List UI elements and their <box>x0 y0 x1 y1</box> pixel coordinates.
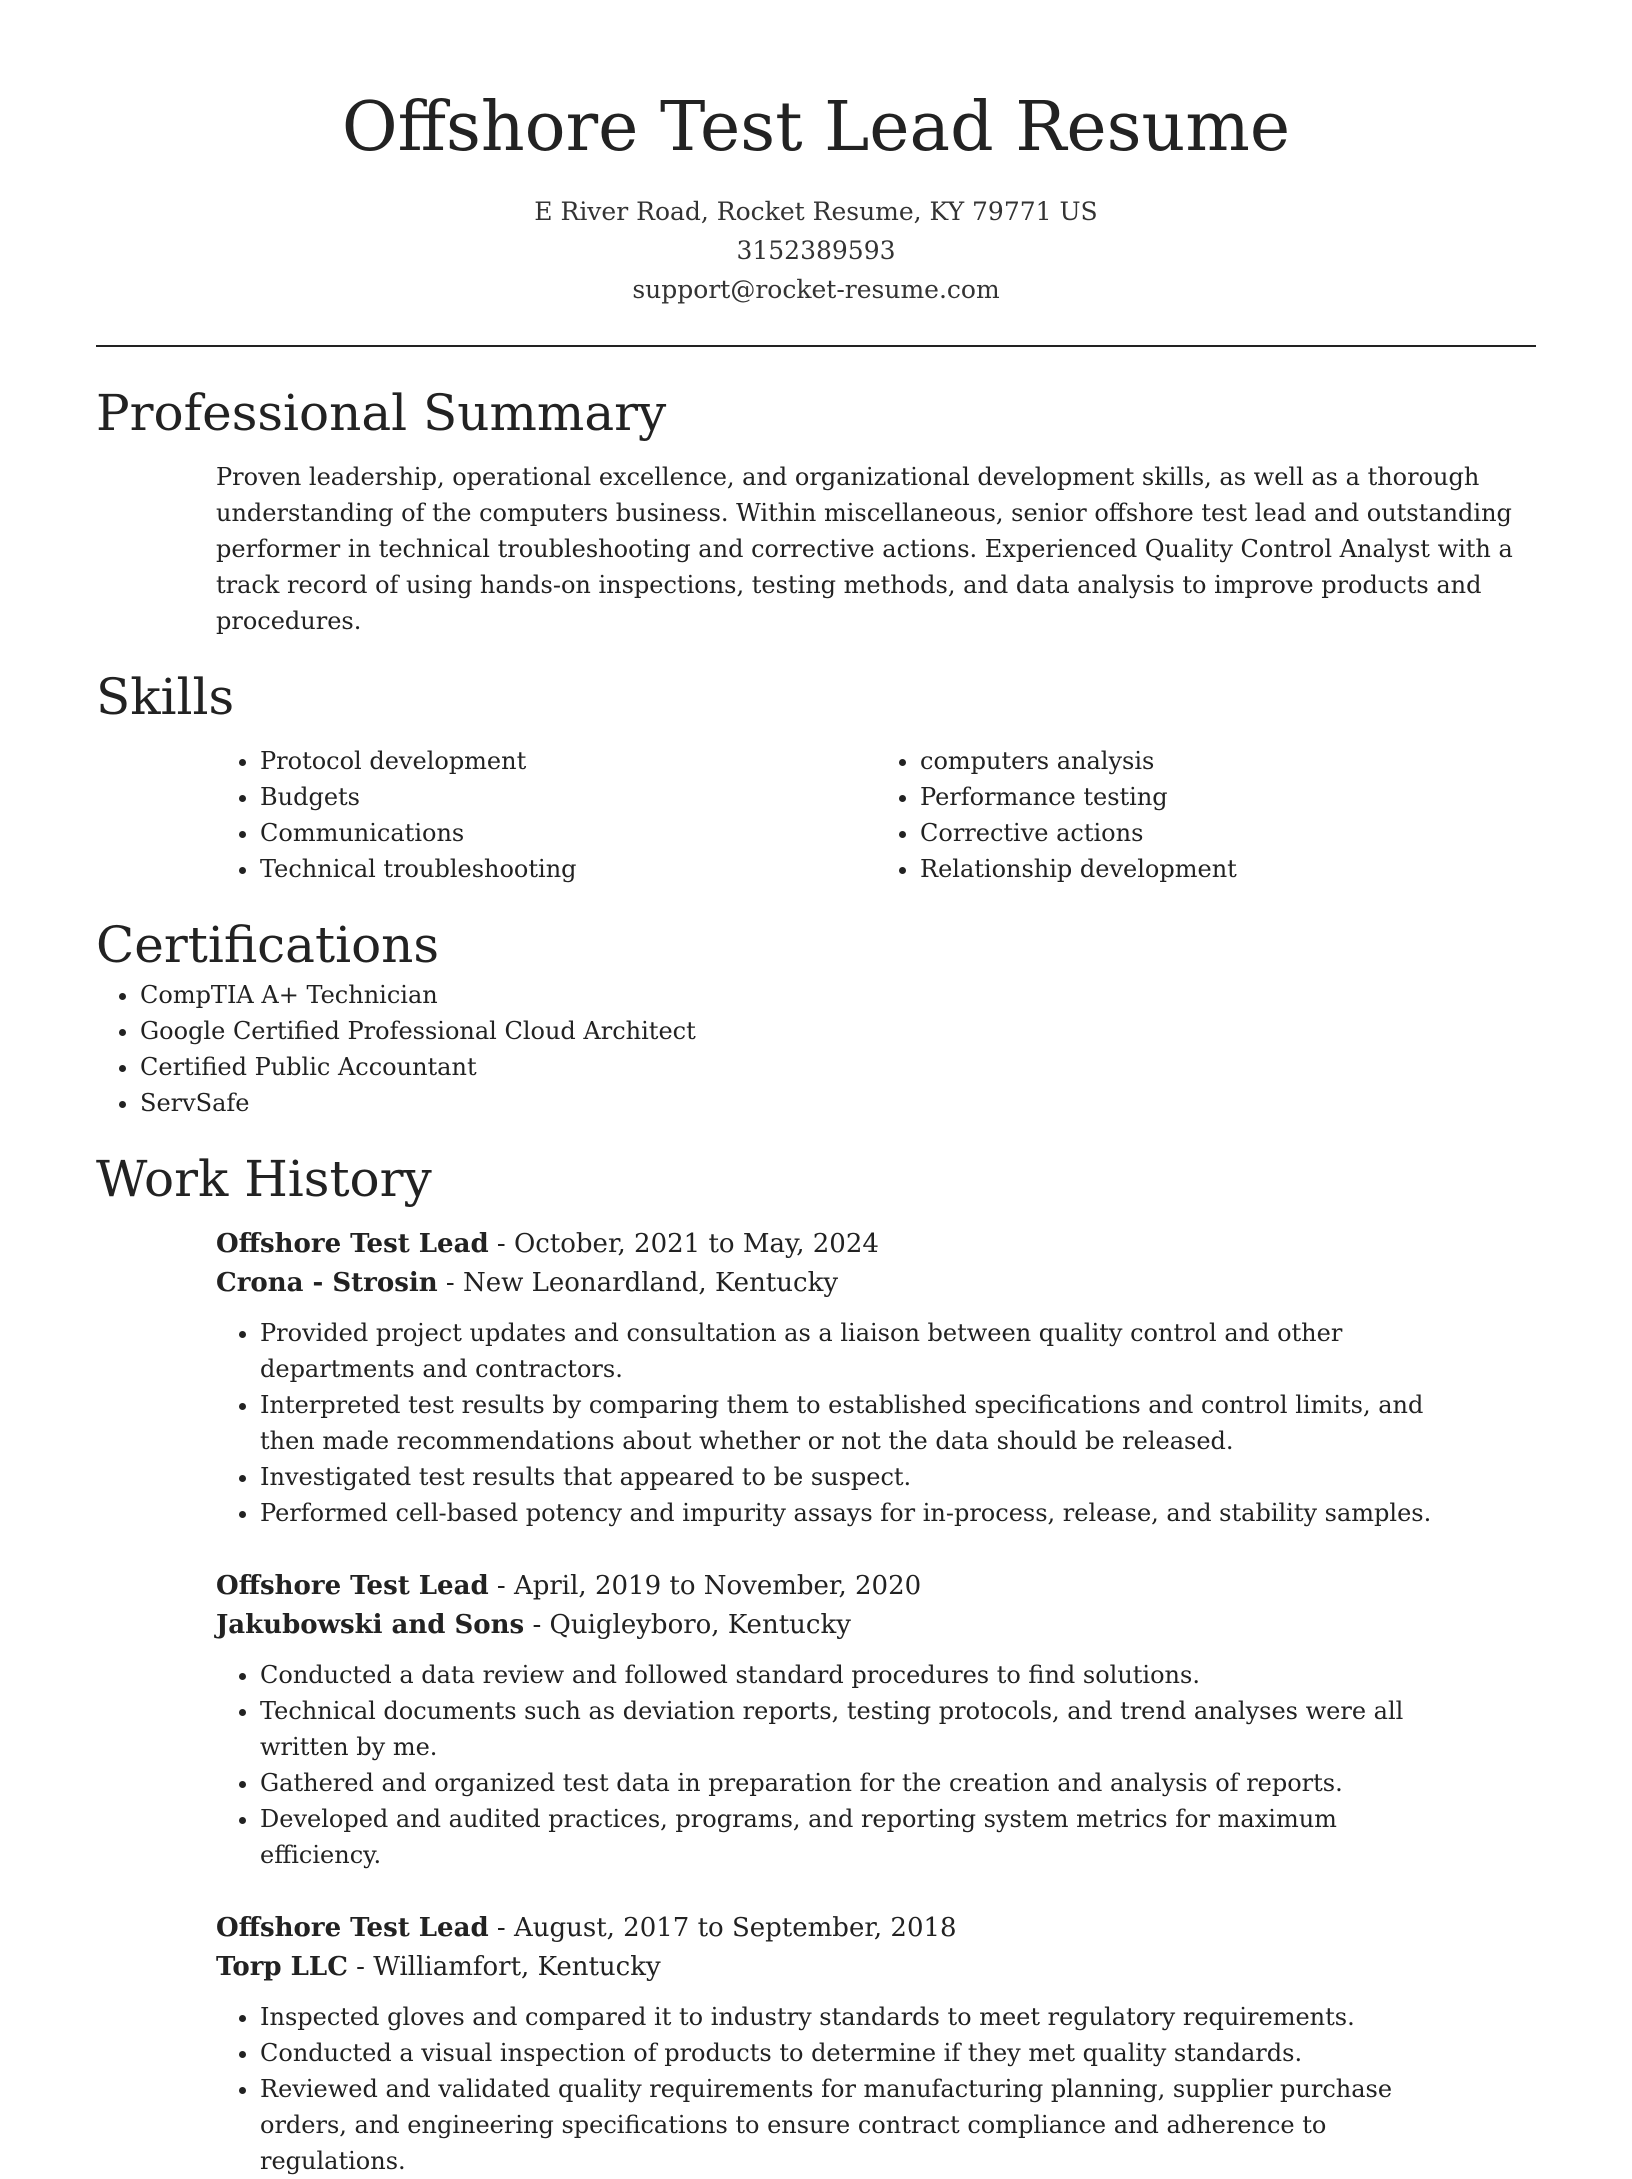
job-title-line <box>216 1567 1436 1606</box>
skill-item: • Protocol development <box>260 743 876 779</box>
skill-item: • Corrective actions <box>920 815 1536 851</box>
work-history <box>96 1225 1436 2179</box>
job-bullet: • Gathered and organized test data in preparation for the creation and analysis of reports. <box>260 1765 1436 1801</box>
certifications-list <box>96 977 1536 1121</box>
contact-email: support@rocket-resume.com <box>632 275 1000 304</box>
resume-header <box>96 0 1536 309</box>
job-bullet: • Inspected gloves and compared it to industry standards to meet regulatory requirements. <box>260 1999 1436 2035</box>
job-entry <box>216 1909 1436 2179</box>
job-dates: - October, 2021 to May, 2024 <box>488 1229 879 1259</box>
job-title-line <box>216 1225 1436 1264</box>
section-title-summary: Professional Summary <box>96 384 667 442</box>
skill-item: • computers analysis <box>920 743 1536 779</box>
skills-column-left <box>216 743 876 887</box>
skill-item: • Relationship development <box>920 851 1536 887</box>
section-title-certifications: Certifications <box>96 916 440 974</box>
skills-column-right <box>876 743 1536 887</box>
job-title: Offshore Test Lead <box>216 1571 489 1601</box>
job-bullet: • Provided project updates and consultation as a liaison between quality control and other departments and contractors. <box>260 1315 1436 1387</box>
certification-item: • Google Certified Professional Cloud Architect <box>140 1013 1536 1049</box>
job-bullet: • Developed and audited practices, programs, and reporting system metrics for maximum efficiency. <box>260 1801 1436 1873</box>
job-bullets <box>216 1999 1436 2179</box>
skill-item: • Performance testing <box>920 779 1536 815</box>
skills-list <box>216 743 1536 887</box>
summary-text: Proven leadership, operational excellence, and organizational development skills, as well as a thorough understanding of the computers business. Within miscellaneous, senior offshore test lead and outstanding performer in technical troubleshooting and corrective actions. Experienced Quality Control Analyst with a track record of using hands-on inspections, testing methods, and data analysis to improve products and procedures. <box>216 463 1513 635</box>
job-dates: - April, 2019 to November, 2020 <box>488 1571 922 1601</box>
resume-title: Offshore Test Lead Resume <box>341 88 1291 167</box>
skill-item: • Budgets <box>260 779 876 815</box>
job-location: - New Leonardland, Kentucky <box>437 1268 839 1298</box>
job-title: Offshore Test Lead <box>216 1229 489 1259</box>
contact-address: E River Road, Rocket Resume, KY 79771 US <box>534 197 1098 226</box>
job-entry <box>216 1567 1436 1873</box>
contact-info <box>96 192 1536 309</box>
job-dates: - August, 2017 to September, 2018 <box>488 1913 957 1943</box>
job-bullet: • Performed cell-based potency and impurity assays for in-process, release, and stability samples. <box>260 1495 1436 1531</box>
job-bullet: • Conducted a data review and followed standard procedures to find solutions. <box>260 1657 1436 1693</box>
job-title: Offshore Test Lead <box>216 1913 489 1943</box>
contact-phone: 3152389593 <box>736 236 896 265</box>
header-divider <box>96 345 1536 347</box>
job-bullets <box>216 1315 1436 1531</box>
certification-item: • CompTIA A+ Technician <box>140 977 1536 1013</box>
section-title-skills: Skills <box>96 668 235 726</box>
section-title-work-history: Work History <box>96 1150 432 1208</box>
job-location: - Williamfort, Kentucky <box>347 1952 661 1982</box>
job-company-line <box>216 1264 1436 1303</box>
job-bullets <box>216 1657 1436 1873</box>
job-title-line <box>216 1909 1436 1948</box>
job-company-line <box>216 1606 1436 1645</box>
job-company: Torp LLC <box>216 1952 348 1982</box>
skill-item: • Communications <box>260 815 876 851</box>
job-entry <box>216 1225 1436 1531</box>
job-company-line <box>216 1948 1436 1987</box>
job-company: Jakubowski and Sons <box>216 1610 525 1640</box>
certification-item: • Certified Public Accountant <box>140 1049 1536 1085</box>
certification-item: • ServSafe <box>140 1085 1536 1121</box>
job-bullet: • Technical documents such as deviation reports, testing protocols, and trend analyses were all written by me. <box>260 1693 1436 1765</box>
job-bullet: • Investigated test results that appeared to be suspect. <box>260 1459 1436 1495</box>
job-location: - Quigleyboro, Kentucky <box>524 1610 851 1640</box>
job-bullet: • Interpreted test results by comparing them to established specifications and control limits, and then made recommendations about whether or not the data should be released. <box>260 1387 1436 1459</box>
job-bullet: • Reviewed and validated quality requirements for manufacturing planning, supplier purchase orders, and engineering specifications to ensure contract compliance and adherence to regulations. <box>260 2071 1436 2179</box>
job-bullet: • Conducted a visual inspection of products to determine if they met quality standards. <box>260 2035 1436 2071</box>
skill-item: • Technical troubleshooting <box>260 851 876 887</box>
job-company: Crona - Strosin <box>216 1268 438 1298</box>
